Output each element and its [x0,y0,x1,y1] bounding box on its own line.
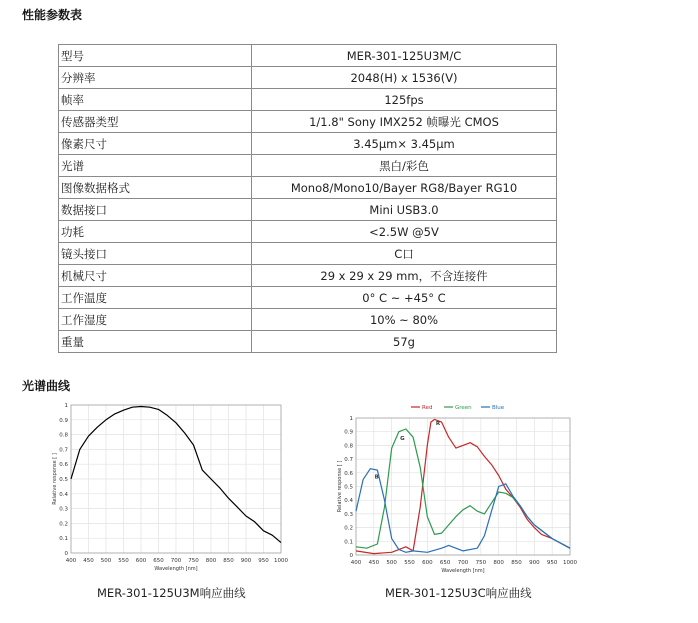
x-tick-label: 400 [350,560,362,566]
spec-key: 图像数据格式 [59,177,252,199]
y-tick-label: 0.4 [59,491,68,498]
x-tick-label: 850 [223,558,234,564]
y-tick-label: 0.2 [59,521,68,528]
y-tick-label: 0.5 [344,484,353,491]
spec-value: 57g [252,331,557,353]
y-tick-label: 0 [64,551,68,557]
section-title-performance: 性能参数表 [22,8,83,22]
y-tick-label: 0.7 [344,457,353,464]
y-tick-label: 0.7 [59,447,68,454]
spec-value: Mini USB3.0 [252,199,557,221]
y-tick-label: 1 [349,416,353,422]
spec-key: 功耗 [59,221,252,243]
spec-value: 2048(H) x 1536(V) [252,67,557,89]
spec-table [58,44,557,353]
y-tick-label: 0.6 [59,462,68,469]
y-tick-label: 0.8 [344,443,353,450]
spec-key: 数据接口 [59,199,252,221]
legend-entry: Blue [492,405,505,411]
spec-key: 帧率 [59,89,252,111]
y-tick-label: 0.6 [344,470,353,477]
x-tick-label: 400 [65,558,77,564]
x-tick-label: 500 [386,560,397,566]
x-tick-label: 700 [457,560,469,566]
x-tick-label: 650 [439,560,451,566]
x-tick-label: 550 [118,558,129,564]
spec-row [59,177,557,199]
x-tick-label: 950 [258,558,269,564]
spec-value: <2.5W @5V [252,221,557,243]
spec-key: 机械尺寸 [59,265,252,287]
x-tick-label: 1000 [563,560,577,566]
spec-key: 光谱 [59,155,252,177]
x-tick-label: 600 [422,560,433,566]
spec-key: 镜头接口 [59,243,252,265]
spec-row [59,331,557,353]
spec-value: 3.45μm× 3.45μm [252,133,557,155]
spec-row [59,309,557,331]
x-tick-label: 450 [83,558,94,564]
spec-value: Mono8/Mono10/Bayer RG8/Bayer RG10 [252,177,557,199]
y-tick-label: 0.9 [59,417,68,424]
x-tick-label: 900 [529,560,540,566]
spec-value: 1/1.8" Sony IMX252 帧曝光 CMOS [252,111,557,133]
spec-row [59,221,557,243]
spec-row [59,45,557,67]
x-tick-label: 650 [153,558,164,564]
spec-value: 10% ~ 80% [252,309,557,331]
spec-value: 29 x 29 x 29 mm，不含连接件 [252,265,557,287]
y-tick-label: 0.9 [344,429,353,436]
spec-value: MER-301-125U3M/C [252,45,557,67]
spec-value: 0° C ~ +45° C [252,287,557,309]
spec-key: 型号 [59,45,252,67]
x-tick-label: 900 [240,558,252,564]
spec-value: C口 [252,243,557,265]
spec-row [59,243,557,265]
spec-value: 125fps [252,89,557,111]
x-tick-label: 450 [368,560,380,566]
y-tick-label: 0.5 [59,477,68,483]
y-tick-label: 0.4 [344,498,353,505]
spec-row [59,111,557,133]
x-tick-label: 1000 [274,558,288,564]
x-tick-label: 750 [475,560,487,566]
x-tick-label: 750 [188,558,199,564]
color-chart-caption: MER-301-125U3C响应曲线 [385,586,532,600]
y-tick-label: 0.2 [344,525,353,532]
x-axis-label: Wavelength [nm] [441,568,485,574]
spec-row [59,199,557,221]
y-axis-label: Relative response [ ] [337,460,343,513]
y-tick-label: 0.3 [344,511,353,518]
spec-row [59,155,557,177]
spec-row [59,265,557,287]
y-tick-label: 0.1 [59,536,68,543]
section-title-spectrum: 光谱曲线 [22,379,71,393]
spec-row [59,133,557,155]
spec-key: 分辨率 [59,67,252,89]
spec-value: 黑白/彩色 [252,155,557,177]
spec-key: 像素尺寸 [59,133,252,155]
x-tick-label: 550 [404,560,415,566]
y-tick-label: 0 [349,553,353,559]
y-tick-label: 0.1 [344,539,353,546]
mono-response-chart [44,396,294,576]
legend-entry: Green [455,405,472,411]
x-tick-label: 600 [135,558,147,564]
series-marker-label: B [374,474,379,481]
spec-row [59,287,557,309]
spec-key: 传感器类型 [59,111,252,133]
series-marker-label: R [435,420,441,427]
x-tick-label: 950 [546,560,558,566]
x-tick-label: 800 [493,560,504,566]
y-tick-label: 0.8 [59,432,68,439]
spec-key: 工作湿度 [59,309,252,331]
legend-entry: Red [422,405,433,411]
spec-row [59,89,557,111]
x-tick-label: 700 [170,558,182,564]
color-response-chart [333,396,583,576]
x-axis-label: Wavelength [nm] [154,566,198,572]
y-tick-label: 0.3 [59,506,68,513]
x-tick-label: 800 [205,558,217,564]
x-tick-label: 850 [511,560,522,566]
spec-key: 重量 [59,331,252,353]
y-tick-label: 1 [64,403,68,409]
series-marker-label: G [400,435,405,442]
spec-row [59,67,557,89]
x-tick-label: 500 [100,558,112,564]
spec-key: 工作温度 [59,287,252,309]
y-axis-label: Relative response [ ] [52,453,58,505]
mono-chart-caption: MER-301-125U3M响应曲线 [97,586,246,600]
